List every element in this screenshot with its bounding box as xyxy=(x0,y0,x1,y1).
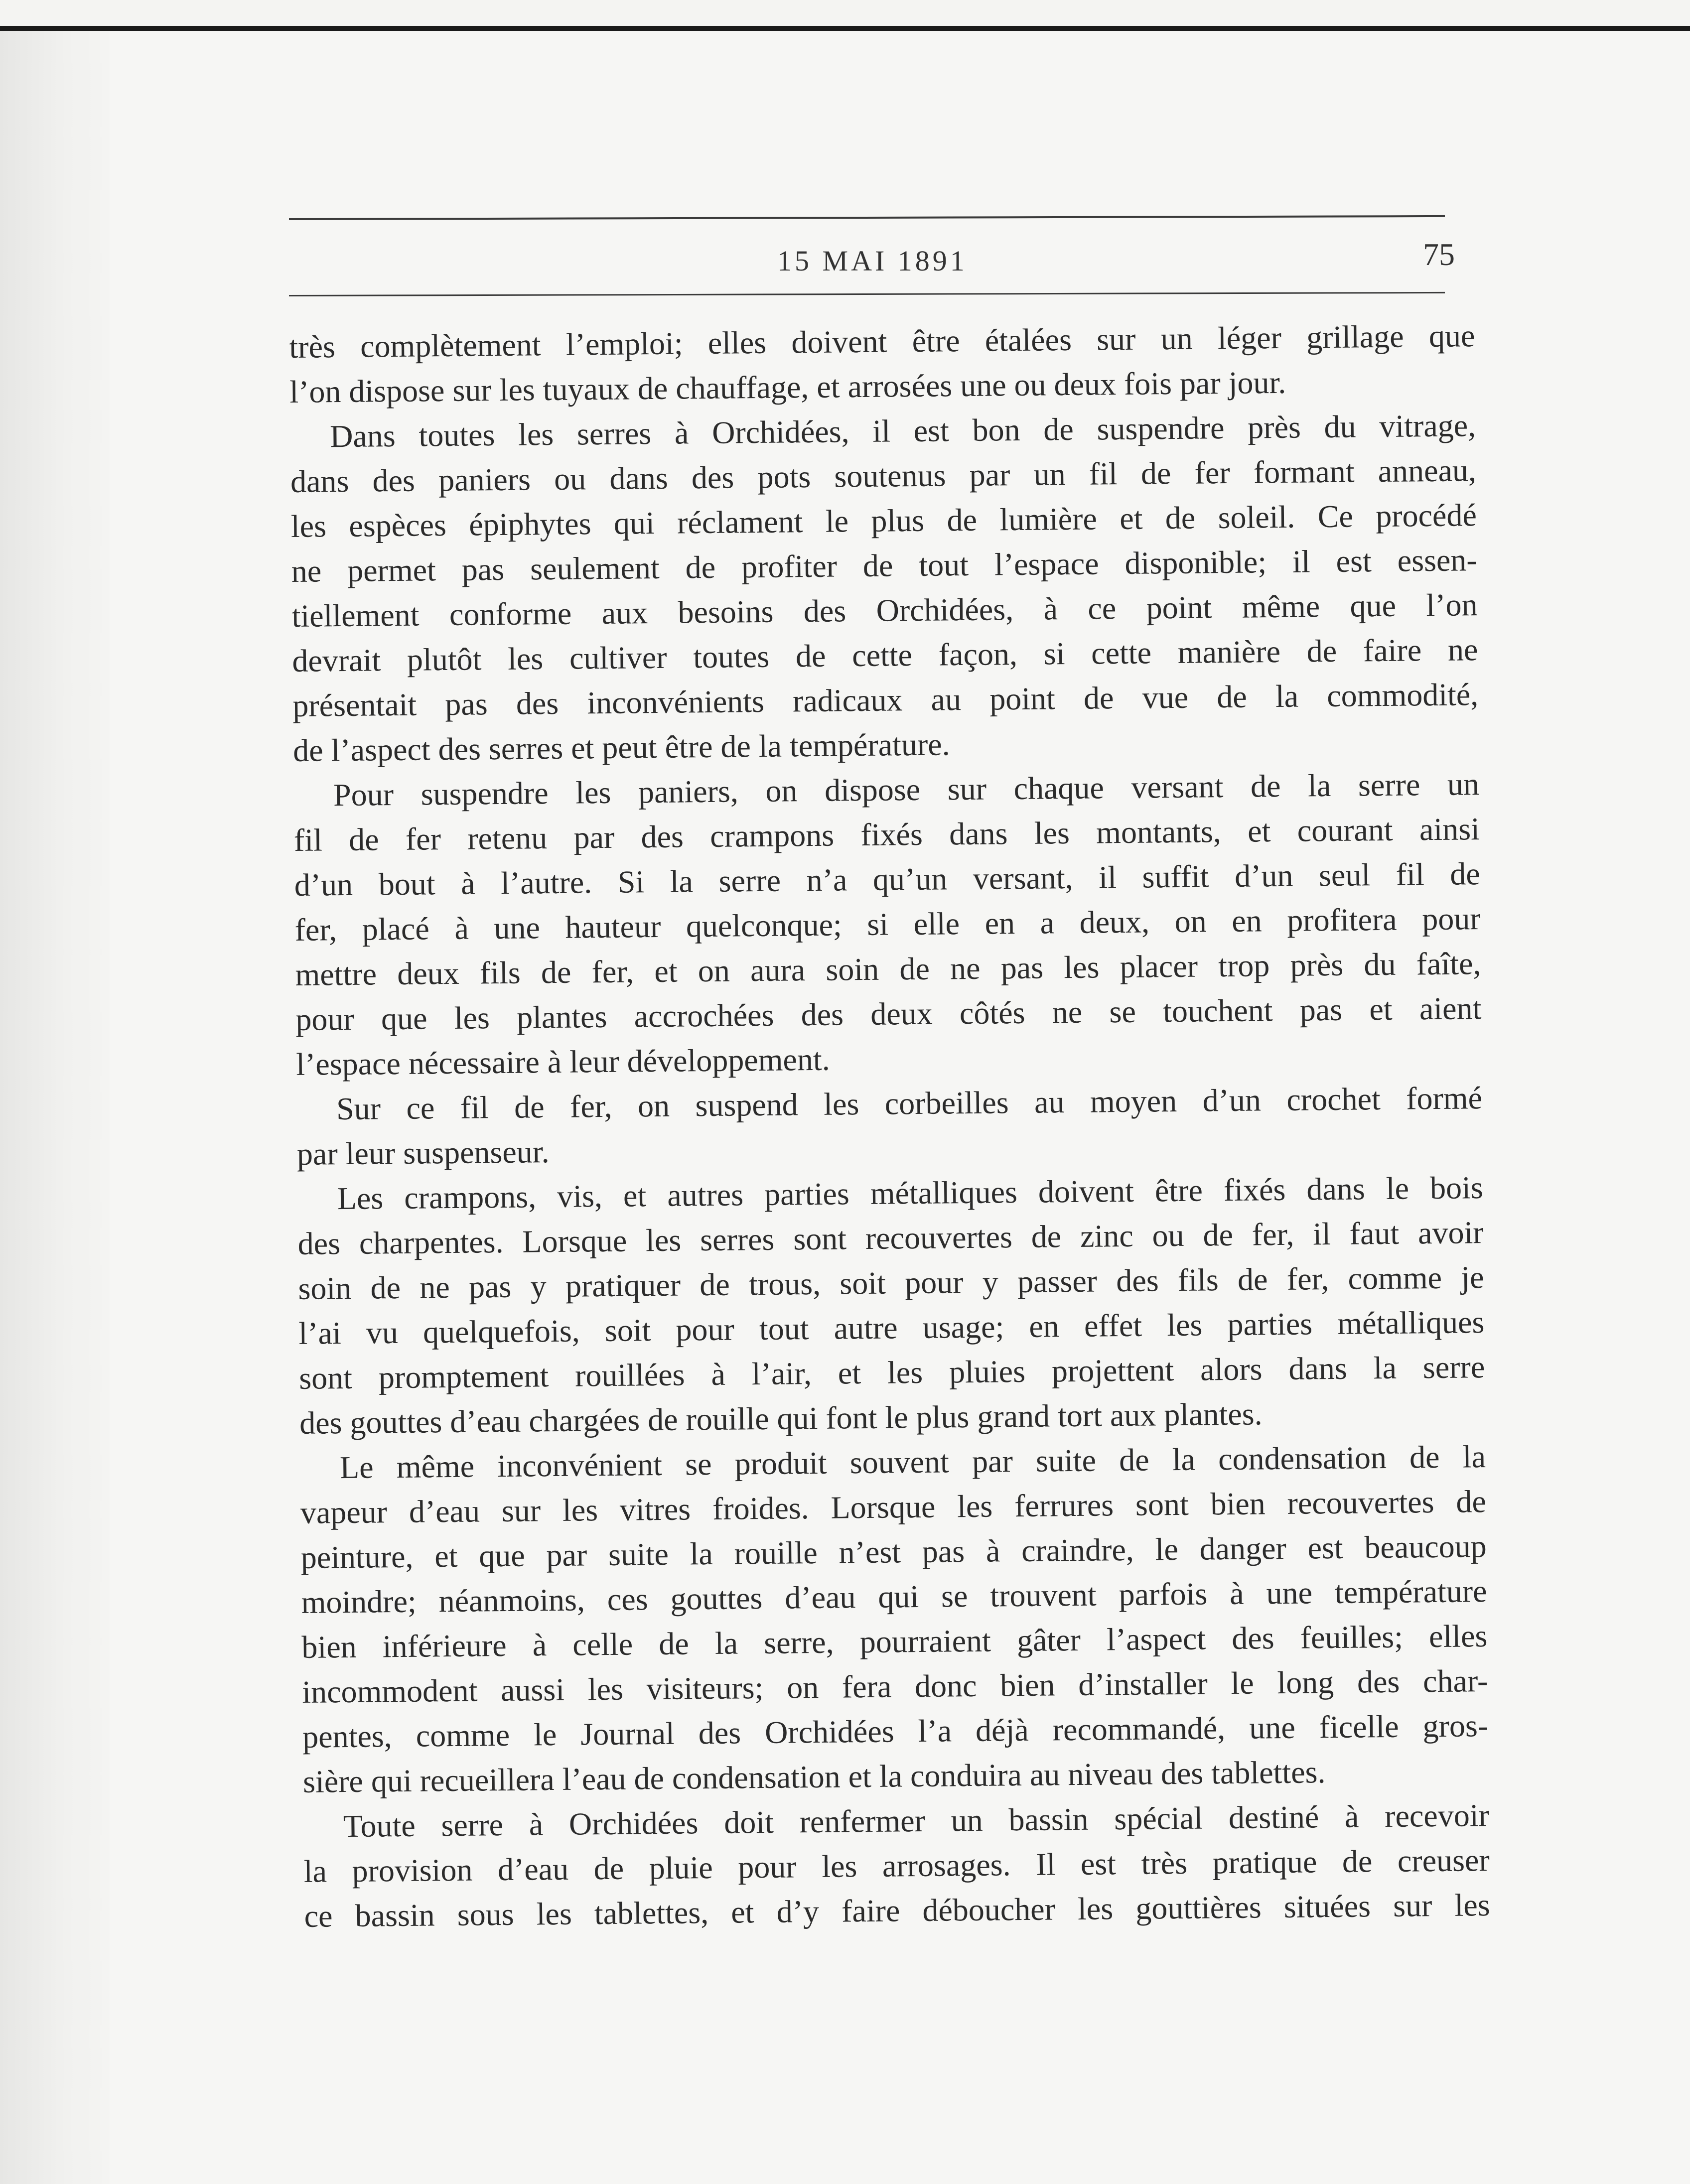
text-line: peinture, et que par suite la rouille n’est pas à craindre, le danger est beaucoup xyxy=(300,1528,1487,1575)
text-line: tiellement conforme aux besoins des Orchidées, à ce point même que l’on xyxy=(291,587,1478,634)
text-line: Les crampons, vis, et autres parties métalliques doivent être fixés dans le bois xyxy=(337,1170,1484,1217)
scan-border-top xyxy=(0,26,1690,31)
text-line: des charpentes. Lorsque les serres sont recouvertes de zinc ou de fer, il faut avoir xyxy=(297,1215,1484,1261)
text-line: des gouttes d’eau chargées de rouille qui font le plus grand tort aux plantes. xyxy=(299,1396,1263,1441)
text-line: Sur ce fil de fer, on suspend les corbeilles au moyen d’un crochet formé xyxy=(336,1080,1483,1127)
scan-shadow-left xyxy=(0,31,110,2184)
body-text xyxy=(289,313,1490,1939)
text-line: moindre; néanmoins, ces gouttes d’eau qui se trouvent parfois à une température xyxy=(301,1573,1487,1620)
text-line: ne permet pas seulement de profiter de tout l’espace disponible; il est essen- xyxy=(291,542,1477,589)
text-line: dans des paniers ou dans des pots soutenus par un fil de fer formant anneau, xyxy=(290,452,1477,499)
text-line: par leur suspenseur. xyxy=(296,1134,550,1172)
text-line: vapeur d’eau sur les vitres froides. Lorsque les ferrures sont bien recouvertes de xyxy=(300,1484,1487,1530)
header-rule-top xyxy=(289,215,1445,220)
text-line: bien inférieure à celle de la serre, pourraient gâter l’aspect des feuilles; elles xyxy=(301,1618,1488,1665)
text-line: incommodent aussi les visiteurs; on fera donc bien d’installer le long des char- xyxy=(302,1663,1488,1710)
text-line: soin de ne pas y pratiquer de trous, soit pour y passer des fils de fer, comme je xyxy=(298,1259,1484,1306)
text-line: présentait pas des inconvénients radicaux au point de vue de la commodité, xyxy=(292,677,1479,723)
text-line: Dans toutes les serres à Orchidées, il est bon de suspendre près du vitrage, xyxy=(329,408,1476,454)
text-line: très complètement l’emploi; elles doivent être étalées sur un léger grillage que xyxy=(289,318,1475,365)
text-line: les espèces épiphytes qui réclament le plus de lumière et de soleil. Ce procédé xyxy=(290,497,1477,544)
text-line: sont promptement rouillées à l’air, et les pluies projettent alors dans la serre xyxy=(298,1349,1485,1396)
text-line: l’ai vu quelquefois, soit pour tout autre usage; en effet les parties métalliques xyxy=(298,1304,1485,1351)
text-line: d’un bout à l’autre. Si la serre n’a qu’un versant, il suffit d’un seul fil de xyxy=(294,856,1481,903)
text-line: mettre deux fils de fer, et on aura soin de ne pas les placer trop près du faîte, xyxy=(295,946,1481,992)
text-line: fil de fer retenu par des crampons fixés dans les montants, et courant ainsi xyxy=(293,811,1480,858)
text-line: la provision d’eau de pluie pour les arrosages. Il est très pratique de creuser xyxy=(303,1842,1490,1889)
text-line: fer, placé à une hauteur quelconque; si elle en a deux, on en profitera pour xyxy=(294,901,1481,948)
text-line: Pour suspendre les paniers, on dispose sur chaque versant de la serre un xyxy=(333,766,1480,813)
text-line: sière qui recueillera l’eau de condensation et la conduira au niveau des tablettes. xyxy=(302,1754,1326,1799)
text-line: Toute serre à Orchidées doit renfermer un bassin spécial destiné à recevoir xyxy=(343,1797,1490,1844)
page-number: 75 xyxy=(1423,237,1455,272)
text-line: pentes, comme le Journal des Orchidées l’a déjà recommandé, une ficelle gros- xyxy=(302,1708,1489,1755)
text-line: pour que les plantes accrochées des deux côtés ne se touchent pas et aient xyxy=(295,990,1482,1037)
running-head xyxy=(289,235,1455,285)
header-rule-bottom xyxy=(289,292,1445,296)
header-date: 15 MAI 1891 xyxy=(777,245,968,277)
text-line: l’espace nécessaire à leur développement. xyxy=(295,1041,830,1082)
text-line: Le même inconvénient se produit souvent par suite de la condensation de la xyxy=(339,1439,1486,1486)
text-line: de l’aspect des serres et peut être de la température. xyxy=(292,726,950,768)
text-line: ce bassin sous les tablettes, et d’y faire déboucher les gouttières situées sur les xyxy=(304,1887,1490,1934)
text-line: devrait plutôt les cultiver toutes de cette façon, si cette manière de faire ne xyxy=(292,632,1478,679)
page xyxy=(110,31,1690,2184)
text-line: l’on dispose sur les tuyaux de chauffage, et arrosées une ou deux fois par jour. xyxy=(289,364,1286,410)
